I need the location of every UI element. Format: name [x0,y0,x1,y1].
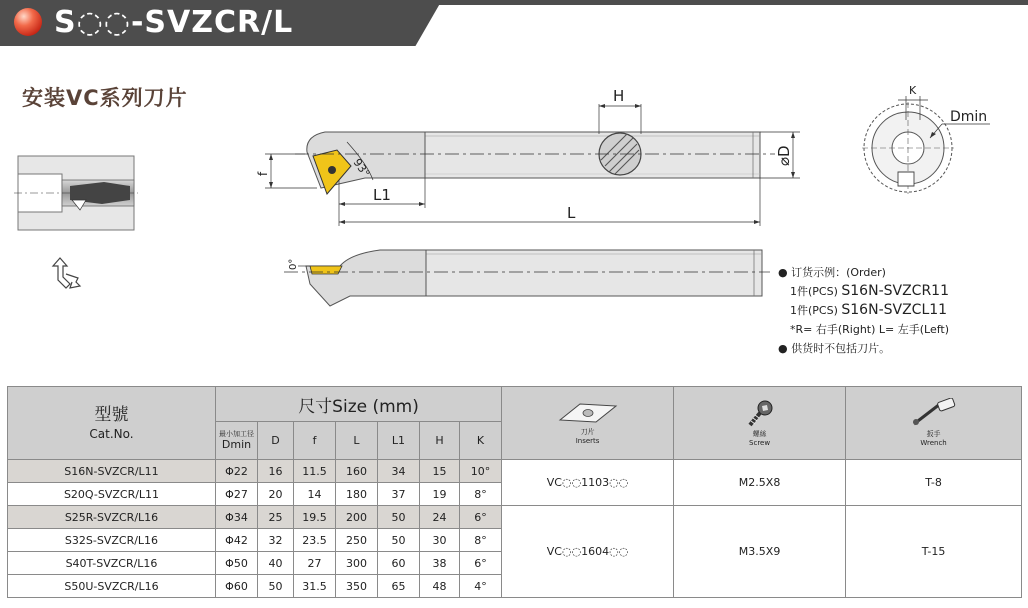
inserts-header-cn: 刀片 [580,428,595,436]
boring-bar-side-view [280,244,770,310]
cell-L: 350 [336,575,378,598]
cell-H: 15 [420,460,460,483]
wrench-icon [910,398,958,428]
cell-wrench: T-15 [846,506,1022,598]
cell-L1: 34 [378,460,420,483]
wrench-header-en: Wrench [920,439,947,447]
cell-D: 16 [258,460,294,483]
dim-L-label: L [567,204,576,222]
D-header: D [258,422,294,460]
screw-icon [745,398,775,428]
angle-93-label: 93° [350,156,373,180]
cell-L: 160 [336,460,378,483]
cell-D: 25 [258,506,294,529]
cell-wrench: T-8 [846,460,1022,506]
cell-L: 300 [336,552,378,575]
screw-header [674,387,846,460]
feed-direction-icon [50,256,84,292]
cell-L1: 50 [378,506,420,529]
cell-K: 8° [460,483,502,506]
cell-dmin: Φ22 [216,460,258,483]
cell-K: 4° [460,575,502,598]
cell-D: 32 [258,529,294,552]
cell-K: 8° [460,529,502,552]
screw-header-en: Screw [749,439,771,447]
dim-D-label: ⌀D [775,145,793,166]
screw-header-cn: 螺絲 [752,430,767,438]
cell-H: 48 [420,575,460,598]
cell-L1: 50 [378,529,420,552]
order-qty-1: 1件(PCS) [790,285,838,298]
insert-icon [556,400,620,426]
section-subtitle: 安装VC系列刀片 [22,86,188,110]
cell-L1: 37 [378,483,420,506]
boring-bar-top-view [255,84,815,234]
wrench-header-cn: 扳手 [926,430,941,438]
cell-cat: S16N-SVZCR/L11 [8,460,216,483]
cell-L: 250 [336,529,378,552]
cell-L: 200 [336,506,378,529]
catno-header-en: Cat.No. [89,427,134,441]
table-row [8,460,1022,483]
cell-f: 27 [294,552,336,575]
end-view-diagram [858,84,1008,204]
dim-L1-label: L1 [373,186,391,204]
cell-insert: VC◌◌1103◌◌ [502,460,674,506]
cell-dmin: Φ42 [216,529,258,552]
inserts-header [502,387,674,460]
order-example-heading: ● 订货示例：(Order) [778,266,886,279]
page-title: S◌◌-SVZCR/L [54,5,294,40]
hand-legend: *R= 右手(Right) L= 左手(Left) [790,323,950,336]
order-line-right [778,282,949,301]
L1-header: L1 [378,422,420,460]
dim-K-label: K [909,84,917,97]
K-header: K [460,422,502,460]
order-code-1: S16N-SVZCR11 [841,283,949,299]
cell-f: 19.5 [294,506,336,529]
dim-f-label: f [256,171,270,176]
catno-header [8,387,216,460]
order-note [778,263,949,358]
f-header: f [294,422,336,460]
cell-cat: S40T-SVZCR/L16 [8,552,216,575]
cell-f: 11.5 [294,460,336,483]
cell-H: 19 [420,483,460,506]
cell-L: 180 [336,483,378,506]
H-header: H [420,422,460,460]
angle-0-label: 0° [288,258,299,270]
size-header: 尺寸Size (mm) [216,387,502,422]
order-qty-2: 1件(PCS) [790,304,838,317]
cell-f: 14 [294,483,336,506]
dmin-header-en: Dmin [221,438,252,452]
L-header: L [336,422,378,460]
bore-section-illustration [14,152,138,232]
cell-L1: 65 [378,575,420,598]
cell-cat: S32S-SVZCR/L16 [8,529,216,552]
cell-H: 24 [420,506,460,529]
dim-Dmin-label: Dmin [950,109,988,125]
cell-D: 40 [258,552,294,575]
spec-table [7,386,1022,598]
cell-dmin: Φ60 [216,575,258,598]
cell-K: 6° [460,552,502,575]
cell-K: 6° [460,506,502,529]
wrench-header [846,387,1022,460]
table-row [8,506,1022,529]
cell-dmin: Φ50 [216,552,258,575]
cell-screw: M3.5X9 [674,506,846,598]
supply-note: ● 供货时不包括刀片。 [778,342,891,355]
cell-H: 30 [420,529,460,552]
cell-f: 23.5 [294,529,336,552]
header-row-1 [8,387,1022,422]
cell-L1: 60 [378,552,420,575]
cell-insert: VC◌◌1604◌◌ [502,506,674,598]
cell-H: 38 [420,552,460,575]
cell-D: 20 [258,483,294,506]
order-code-2: S16N-SVZCL11 [841,302,948,318]
inserts-header-en: Inserts [575,437,600,445]
cell-screw: M2.5X8 [674,460,846,506]
cell-K: 10° [460,460,502,483]
cell-dmin: Φ34 [216,506,258,529]
order-line-left [778,301,949,320]
dmin-header [216,422,258,460]
cell-cat: S50U-SVZCR/L16 [8,575,216,598]
red-dot-icon [14,8,42,36]
cell-cat: S20Q-SVZCR/L11 [8,483,216,506]
cell-f: 31.5 [294,575,336,598]
cell-cat: S25R-SVZCR/L16 [8,506,216,529]
catno-header-cn: 型號 [94,405,129,425]
dmin-header-cn: 最小加工径 [219,430,254,439]
cell-dmin: Φ27 [216,483,258,506]
cell-D: 50 [258,575,294,598]
dim-H-label: H [613,87,625,105]
